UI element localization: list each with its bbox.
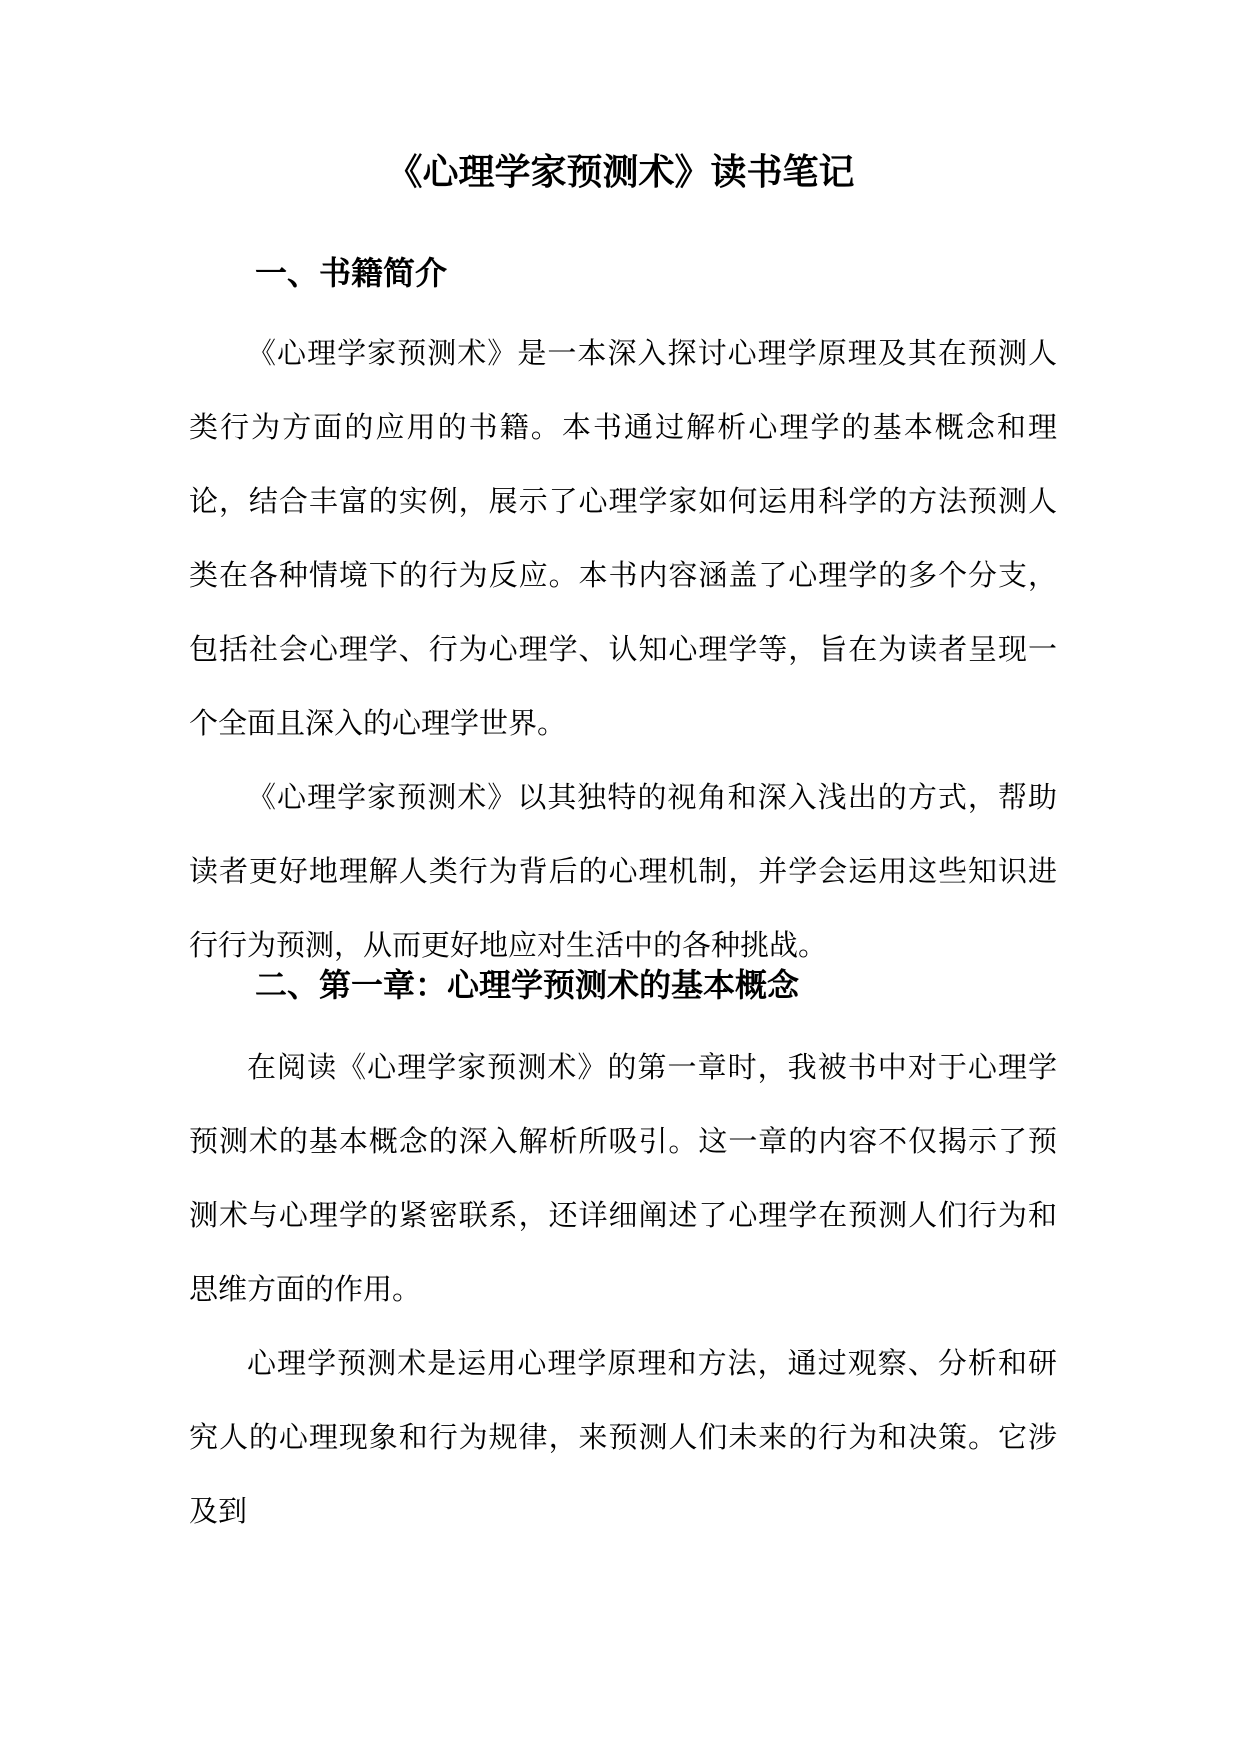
page-title: 《心理学家预测术》读书笔记 — [386, 152, 855, 193]
paragraph-chapter-1-2: 心理学预测术是运用心理学原理和方法，通过观察、分析和研究人的心理现象和行为规律，来预测人们未来的行为和决策。它涉及到 — [189, 1346, 1057, 1528]
section-heading-intro: 一、书籍简介 — [255, 254, 448, 292]
paragraph-intro-1: 《心理学家预测术》是一本深入探讨心理学原理及其在预测人类行为方面的应用的书籍。本书通过解析心理学的基本概念和理论，结合丰富的实例，展示了心理学家如何运用科学的方法预测人类在各种情境下的行为反应。本书内容涵盖了心理学的多个分支，包括社会心理学、行为心理学、认知心理学等，旨在为读者呈现一个全面且深入的心理学世界。 — [189, 336, 1057, 740]
section-heading-chapter-1: 二、第一章：心理学预测术的基本概念 — [255, 966, 800, 1004]
paragraph-chapter-1-1: 在阅读《心理学家预测术》的第一章时，我被书中对于心理学预测术的基本概念的深入解析所吸引。这一章的内容不仅揭示了预测术与心理学的紧密联系，还详细阐述了心理学在预测人们行为和思维方面的作用。 — [189, 1050, 1057, 1306]
paragraph-intro-2: 《心理学家预测术》以其独特的视角和深入浅出的方式，帮助读者更好地理解人类行为背后的心理机制，并学会运用这些知识进行行为预测，从而更好地应对生活中的各种挑战。 — [189, 780, 1057, 962]
